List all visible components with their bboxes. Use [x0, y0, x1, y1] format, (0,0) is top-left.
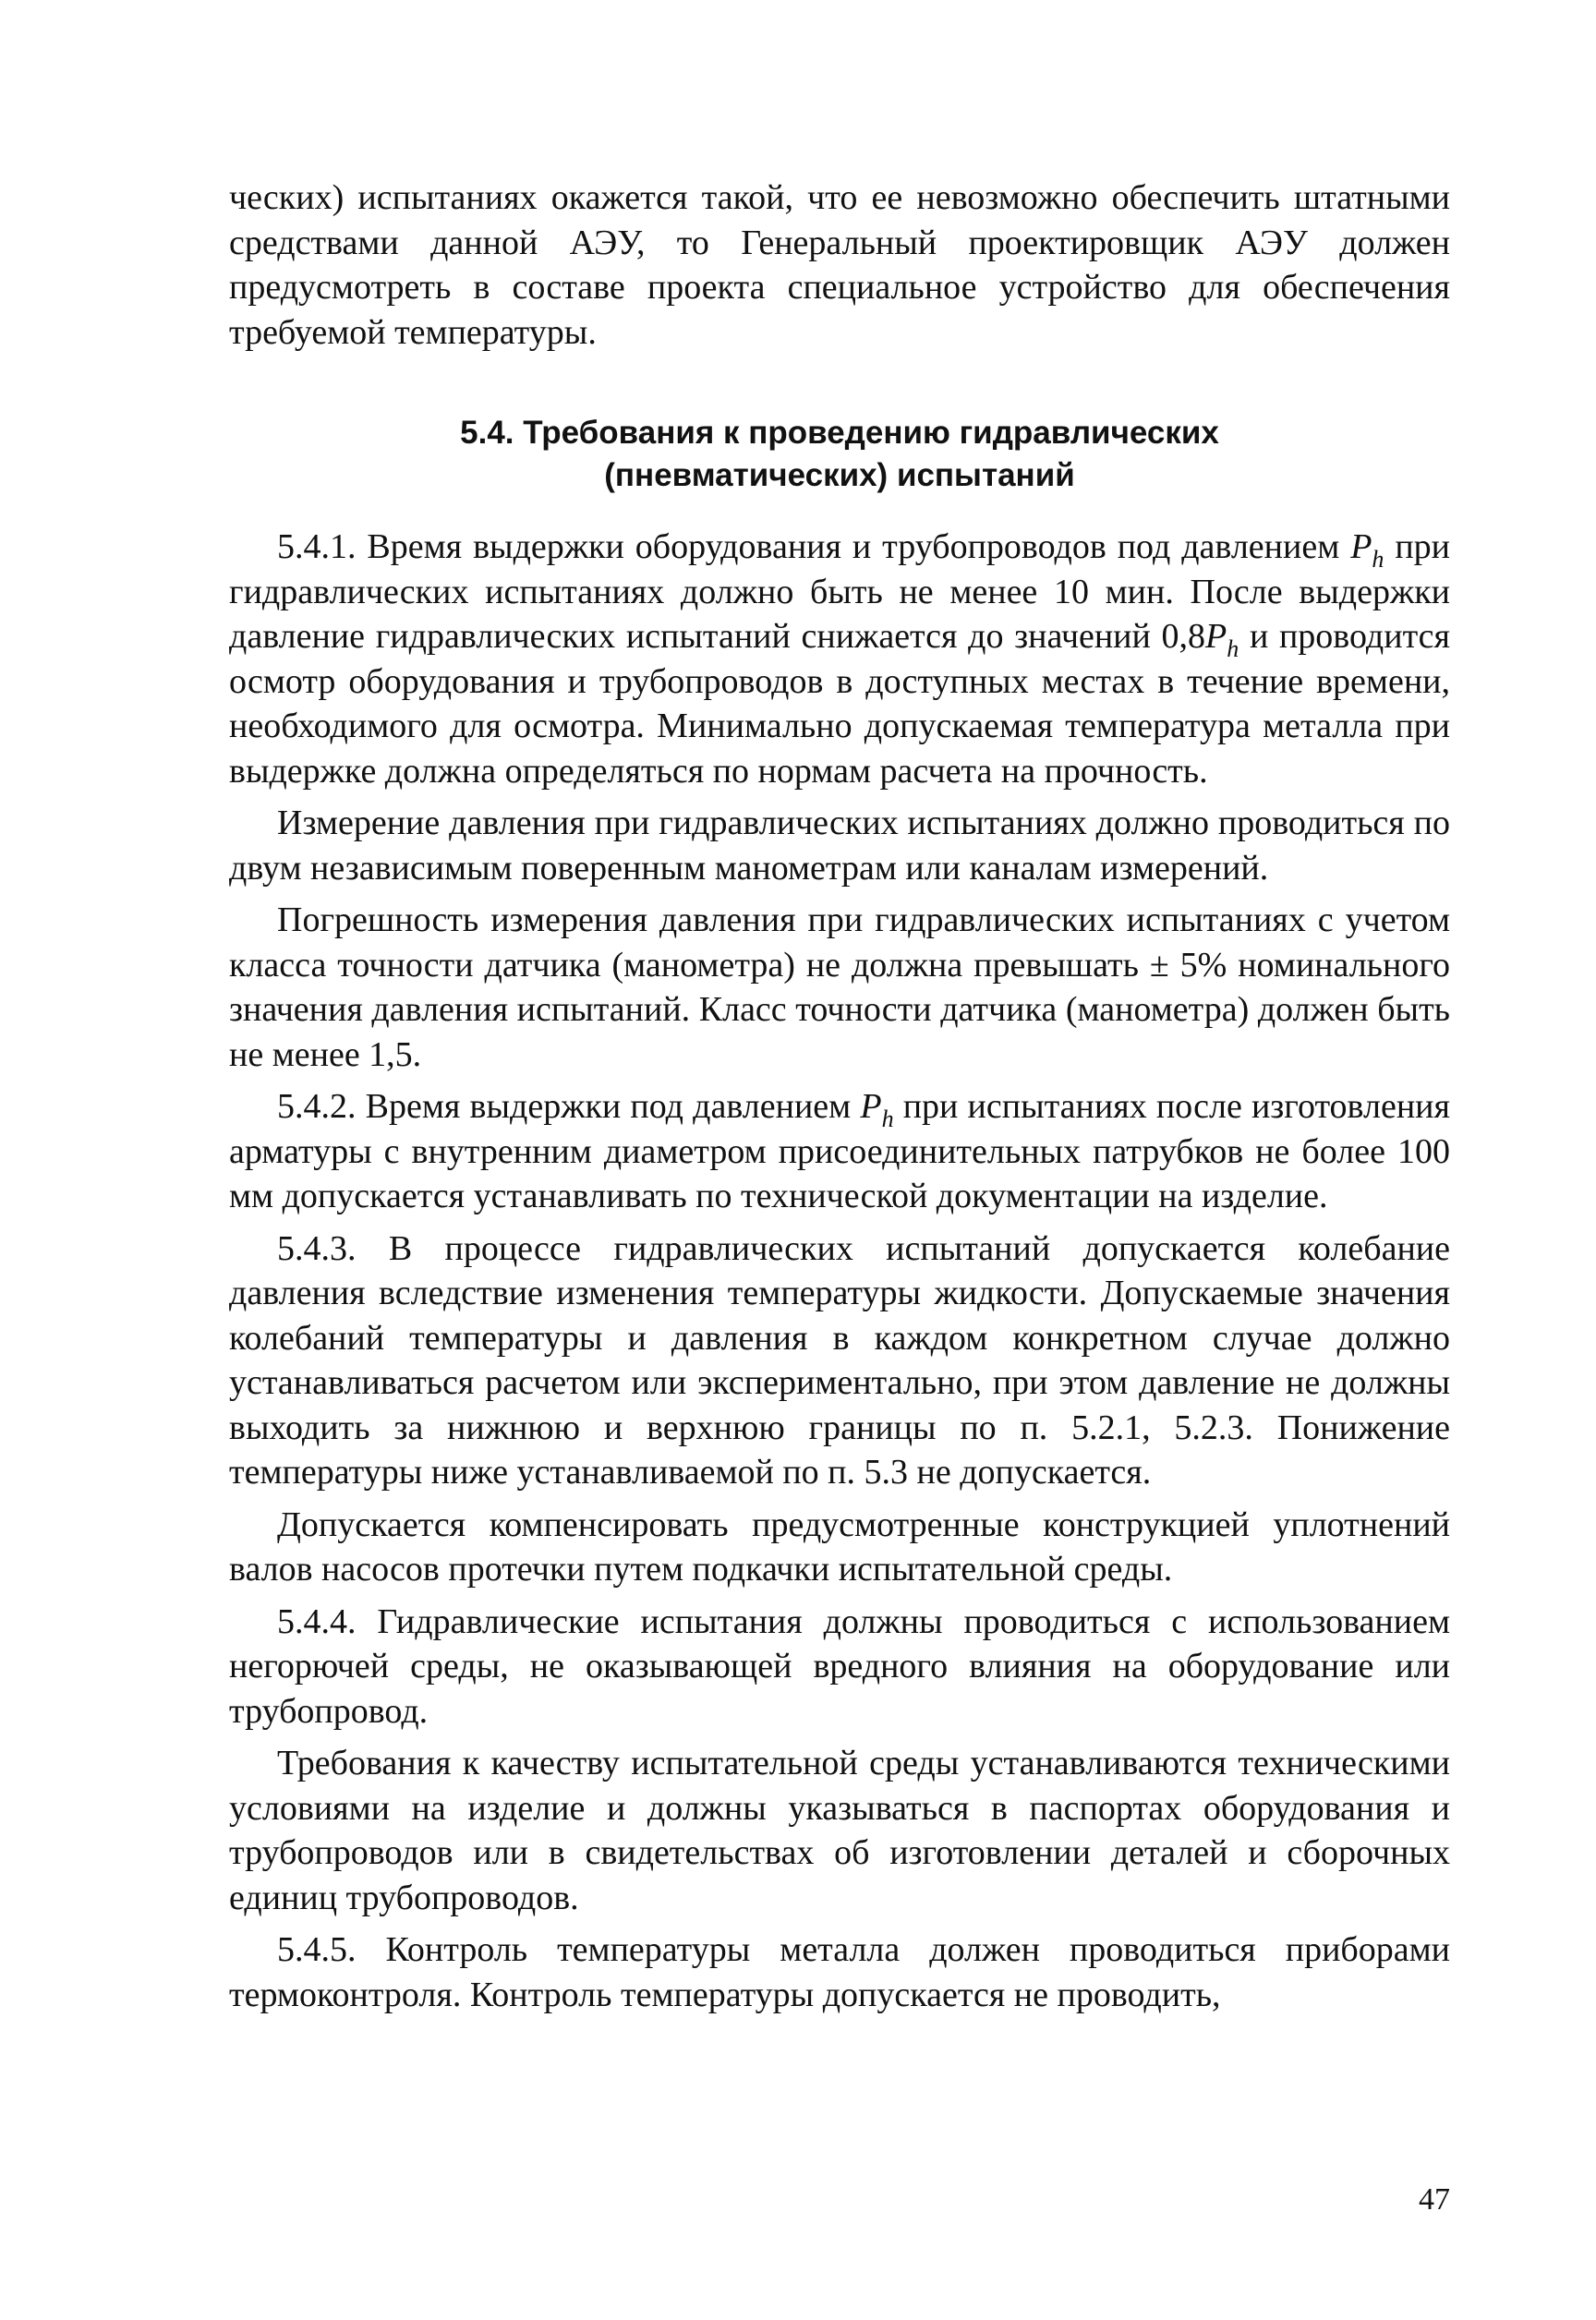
pressure-subscript: h	[1372, 546, 1384, 573]
paragraph-5-4-1-part-c: и проводится осмотр оборудования и трубопроводов в доступных местах в течение времени, необходимого для осмотра. Минимально допускаемая температура металла при выдержке должна определяться по нормам расчета на прочность.	[229, 617, 1450, 791]
page-number: 47	[1419, 2182, 1450, 2217]
pressure-subscript: h	[881, 1106, 894, 1132]
paragraph-error: Погрешность измерения давления при гидравлических испытаниях с учетом класса точности датчика (манометра) не должна превышать ± 5% номинального значения давления испытаний. Класс точности датчика (манометра) должен быть не менее 1,5.	[229, 900, 1450, 1074]
paragraph-5-4-1-part-b: при гидравлических испытаниях должно быть не менее 10 мин. После выдержки давление гидравлических испытаний снижается до значений 0,8	[229, 527, 1451, 656]
paragraph-quality: Требования к качеству испытательной среды устанавливаются техническими условиями на изделие и должны указываться в паспортах оборудования и трубопроводов или в свидетельствах об изготовлении деталей и сборочных единиц трубопроводов.	[229, 1744, 1450, 1917]
paragraph-5-4-2	[229, 1084, 1450, 1219]
section-heading-line-2: (пневматических) испытаний	[604, 457, 1075, 493]
paragraph-5-4-2-part-b: при испытаниях после изготовления арматуры с внутренним диаметром присоединительных патрубков не более 100 мм допускается устанавливать по технической документации на изделие.	[229, 1087, 1450, 1215]
pressure-symbol: P	[1205, 617, 1227, 656]
pressure-subscript: h	[1227, 635, 1239, 662]
paragraph-5-4-1-part-a: 5.4.1. Время выдержки оборудования и трубопроводов под давлением	[277, 527, 1351, 566]
pressure-symbol: P	[860, 1087, 882, 1126]
paragraph-5-4-3: 5.4.3. В процессе гидравлических испытаний допускается колебание давления вследствие изменения температуры жидкости. Допускаемые значения колебаний температуры и давления в каждом конкретном случае должно устанавливаться расчетом или экспериментально, при этом давление не должны выходить за нижнюю и верхнюю границы по п. 5.2.1, 5.2.3. Понижение температуры ниже устанавливаемой по п. 5.3 не допускается.	[229, 1228, 1450, 1492]
section-heading-line-1: 5.4. Требования к проведению гидравлических	[460, 415, 1219, 451]
paragraph-5-4-1	[229, 525, 1450, 793]
section-heading	[229, 412, 1450, 497]
paragraph-compensate: Допускается компенсировать предусмотренные конструкцией уплотнений валов насосов протечки путем подкачки испытательной среды.	[229, 1504, 1450, 1589]
paragraph-5-4-4: 5.4.4. Гидравлические испытания должны проводиться с использованием негорючей среды, не оказывающей вредного влияния на оборудование или трубопровод.	[229, 1601, 1450, 1731]
pressure-symbol: P	[1350, 527, 1372, 566]
paragraph-continuation: ческих) испытаниях окажется такой, что ее невозможно обеспечить штатными средствами данной АЭУ, то Генеральный проектировщик АЭУ должен предусмотреть в составе проекта специальное устройство для обеспечения требуемой температуры.	[229, 178, 1450, 352]
paragraph-5-4-2-part-a: 5.4.2. Время выдержки под давлением	[277, 1087, 861, 1126]
paragraph-5-4-5: 5.4.5. Контроль температуры металла должен проводиться приборами термоконтроля. Контроль температуры допускается не проводить,	[229, 1930, 1450, 2014]
paragraph-measurement: Измерение давления при гидравлических испытаниях должно проводиться по двум независимым поверенным манометрам или каналам измерений.	[229, 804, 1450, 888]
